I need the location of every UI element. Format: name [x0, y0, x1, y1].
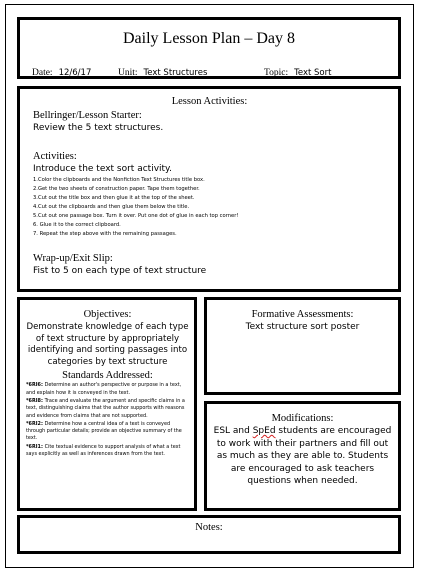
activity-step: 3.Cut out the title box and then glue it at the top of the sheet.	[33, 195, 195, 201]
topic-field	[264, 68, 331, 78]
activity-step: 5.Cut out one passage box. Turn it over. Put one dot of glue in each top corner!	[33, 213, 239, 219]
header-box	[17, 17, 401, 79]
unit-label: Unit:	[118, 68, 138, 78]
standards-title: Standards Addressed:	[62, 370, 153, 382]
formative-assessments-box	[204, 297, 401, 395]
objectives-title: Objectives:	[83, 309, 132, 320]
modifications-box	[204, 401, 401, 511]
standard-text: Cite textual evidence to support analysis of what a text says explicitly as well as inferences drawn from the text.	[26, 443, 181, 458]
activity-step: 1.Color the clipboards and the Nonfiction Text Structures title box.	[33, 177, 205, 183]
objectives-box	[17, 297, 197, 511]
bellringer-text: Review the 5 text structures.	[33, 123, 164, 133]
activity-steps	[33, 176, 386, 239]
standard-item	[26, 421, 189, 443]
lesson-activities-box	[17, 86, 401, 292]
sped-word: SpEd	[252, 426, 276, 436]
date-value: 12/6/17	[58, 68, 92, 78]
wrapup-heading: Wrap-up/Exit Slip:	[33, 253, 113, 264]
lesson-activities-title: Lesson Activities:	[171, 96, 248, 107]
standard-text: Trace and evaluate the argument and specific claims in a text, distinguishing claims that the author supports with reasons and evidence from claims that are not supported.	[26, 397, 185, 419]
notes-title: Notes:	[195, 522, 223, 533]
page-title: Daily Lesson Plan – Day 8	[123, 30, 295, 47]
standard-text: Determine how a central idea of a text is conveyed through particular details; provide an objective summary of the text.	[26, 420, 182, 442]
formative-assessments-title: Formative Assessments:	[251, 309, 354, 320]
topic-label: Topic:	[264, 68, 289, 78]
modifications-text-start: ESL and	[213, 426, 253, 436]
topic-value: Text Sort	[294, 68, 332, 78]
modifications-title: Modifications:	[271, 413, 334, 424]
standard-item	[26, 382, 189, 397]
standard-item	[26, 398, 189, 420]
standard-item	[26, 444, 189, 459]
bellringer-heading: Bellringer/Lesson Starter:	[33, 110, 142, 121]
activities-intro: Introduce the text sort activity.	[33, 164, 172, 174]
formative-assessments-text: Text structure sort poster	[245, 322, 360, 332]
standard-code: *6RI8:	[26, 397, 45, 404]
date-field	[32, 68, 91, 78]
activity-step: 2.Get the two sheets of construction paper. Tape them together.	[33, 186, 200, 192]
unit-value: Text Structures	[143, 68, 208, 78]
activities-heading: Activities:	[33, 151, 77, 162]
activity-step: 7. Repeat the step above with the remaining passages.	[33, 231, 177, 237]
date-label: Date:	[32, 68, 53, 78]
activity-step: 4.Cut out the clipboards and then glue them below the title.	[33, 204, 190, 210]
modifications-text	[211, 425, 394, 488]
standard-text: Determine an author's perspective or purpose in a text, and explain how it is conveyed in the text.	[26, 382, 182, 396]
modifications-text-end: students are encouraged to work with their partners and fill out as much as they are able to. Students are encouraged to ask teachers questions when needed.	[216, 426, 392, 486]
standard-code: *6RI6:	[26, 382, 45, 389]
standard-code: *6RI1:	[26, 443, 45, 450]
unit-field	[118, 68, 207, 78]
activity-step: 6. Glue it to the correct clipboard.	[33, 222, 121, 228]
wrapup-text: Fist to 5 on each type of text structure	[33, 266, 207, 276]
objectives-text: Demonstrate knowledge of each type of text structure by appropriately identifying and sorting passages into categories by text structure	[26, 322, 189, 367]
notes-box	[17, 515, 401, 554]
standard-code: *6RI2:	[26, 420, 45, 427]
